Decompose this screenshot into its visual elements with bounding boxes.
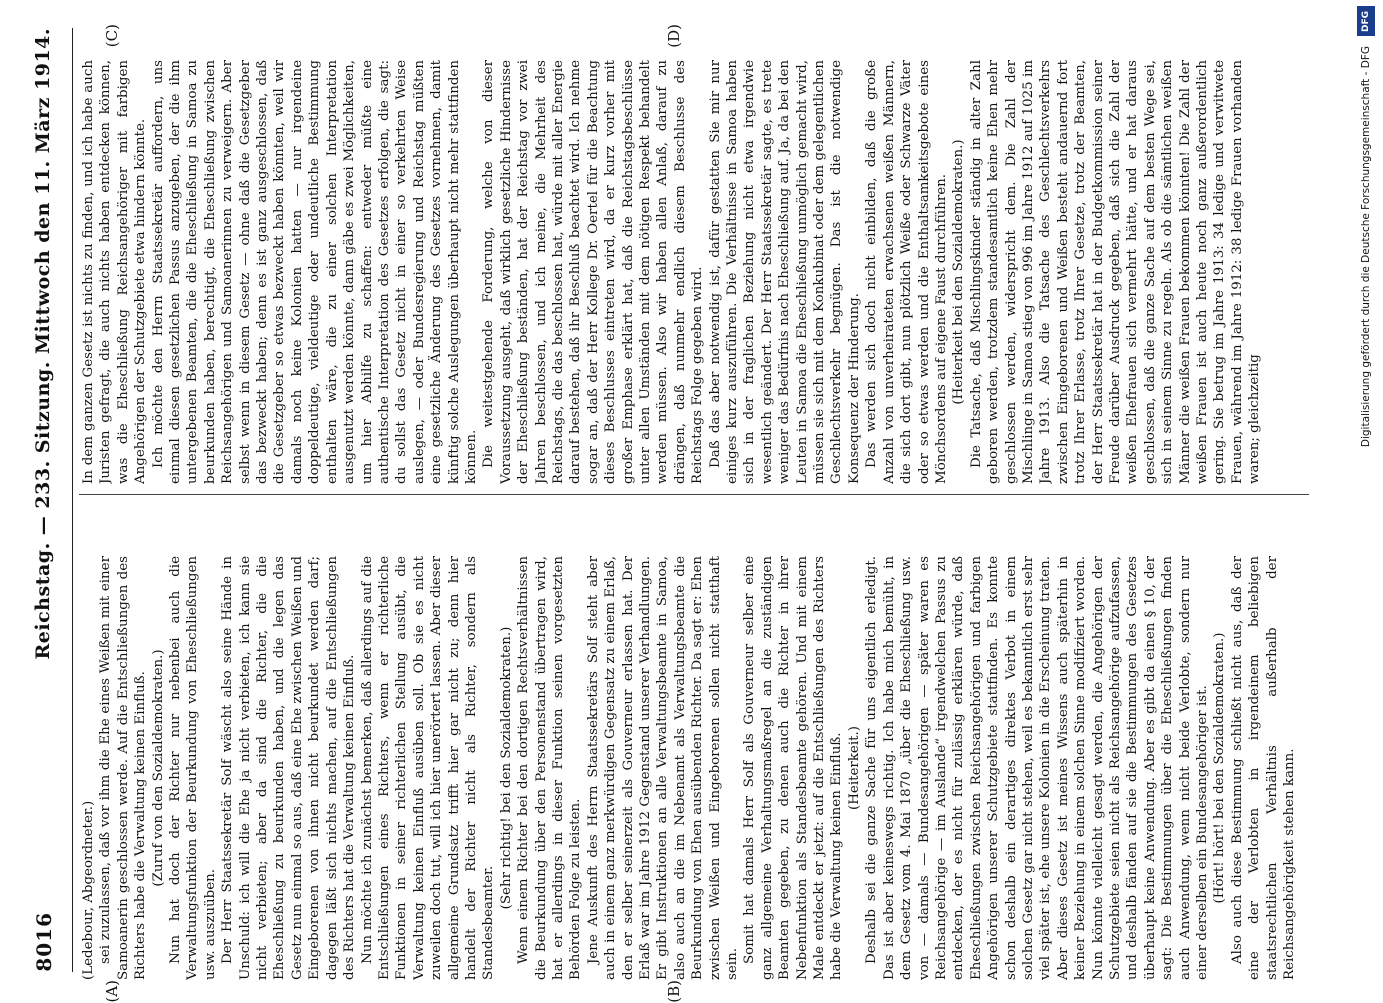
column-divider	[79, 494, 1309, 495]
text-column-left	[80, 556, 1305, 980]
paragraph: Die weitestgehende Forderung, welche von dieser Voraussetzung ausgeht, daß wirklich gesetzliche Hindernisse der Eheschließung beständen, hat der Reichstag vor zwei Jahren beschlossen, und ich meine, die Mehrheit des Reichstags, die das beschlossen hat, würde mit aller Energie darauf bestehen, daß ihr Beschluß beachtet wird. Ich nehme sogar an, daß der Herr Kollege Dr. Oertel für die Beachtung dieses Beschlusses eintreten wird, da er kurz vorher mit großer Emphase erklärt hat, daß die Reichstagsbeschlüsse unter allen Umständen mit dem nötigen Respekt behandelt werden müssen. Also wir haben allen Anlaß, darauf zu drängen, daß nunmehr endlich diesem Beschlusse des Reichstags Folge gegeben wird.	[481, 60, 706, 484]
paragraph: sei zuzulassen, daß vor ihm die Ehe eines Weißen mit einer Samoanerin geschlossen werde. Auf die Entschließungen des Richters habe die Verwaltung keinen Einfluß.	[98, 556, 149, 980]
paragraph: Daß das aber notwendig ist, dafür gestatten Sie mir nur einiges kurz auszuführen. Die Verhältnisse in Samoa haben sich in der fraglichen Beziehung nicht etwa irgendwie wesentlich geändert. Der Herr Staatssekretär sagte, es trete weniger das Bedürfnis nach Eheschließung auf. Ja, da bei den Leuten in Samoa die Eheschließung unmöglich gemacht wird, müssen sie sich mit dem Konkubinat oder dem gelegentlichen Geschlechtsverkehr begnügen. Das ist die notwendige Konsequenz der Hinderung.	[707, 60, 862, 484]
margin-letter-d: (D)	[665, 24, 683, 48]
credit-text: Digitalisierung gefördert durch die Deutsche Forschungsgemeinschaft - DFG	[1360, 46, 1372, 448]
running-header	[32, 28, 73, 972]
paragraph: Nun hat doch der Richter nur nebenbei auch die Verwaltungsfunktion der Beurkundung von Eheschließungen usw. auszuüben.	[168, 556, 218, 980]
paragraph: Also auch diese Bestimmung schließt nicht aus, daß der eine der Verlobten in irgendeinem beliebigen staatsrechtlichen Verhältnis außerhalb der Reichsangehörigkeit stehen kann.	[1229, 556, 1298, 980]
paragraph: Deshalb sei die ganze Sache für uns eigentlich erledigt. Das ist aber keineswegs richtig. Ich habe mich bemüht, in dem Gesetz vom 4. Mai 1870 „über die Eheschließung usw. von — damals — Bundesangehörigen — später waren es Reichsangehörige — im Auslande“ irgendwelchen Passus zu entdecken, der es nicht für zulässig erklären würde, daß Eheschließungen zwischen Reichsangehörigen und farbigen Angehörigen unserer Schutzgebiete stattfinden. Es konnte schon deshalb ein derartiges direktes Verbot in einem solchen Gesetz gar nicht stehen, weil es bekanntlich erst sehr viel später ist, ehe unsere Kolonien in die Erscheinung traten. Aber dieses Gesetz ist meines Wissens auch späterhin in keiner Beziehung in einem solchen Sinne modifiziert worden. Nun könnte vielleicht gesagt werden, die Angehörigen der Schutzgebiete seien nicht als Reichsangehörige aufzufassen, und deshalb fänden auf sie die Bestimmungen des Gesetzes überhaupt keine Anwendung. Aber es gibt da einen § 10, der sagt: Die Bestimmungen über die Eheschließungen finden auch Anwendung, wenn nicht beide Verlobte, sondern nur einer derselben ein Bundesangehöriger ist.	[864, 556, 1210, 980]
interjection: (Heiterkeit.)	[846, 726, 862, 810]
paragraph: In dem ganzen Gesetz ist nichts zu finden, und ich habe auch Juristen gefragt, die auch nichts haben entdecken können, was die Eheschließung Reichsangehöriger mit farbigen Angehörigen der Schutzgebiete etwa hindern könnte.	[81, 60, 149, 484]
dfg-logo-icon: DFG	[1357, 6, 1375, 36]
interjection: (Hört! hört! bei den Sozialdemokraten.)	[1212, 632, 1228, 904]
paragraph: Nun möchte ich zunächst bemerken, daß allerdings auf die Entschließungen eines Richters, wenn er richterliche Funktionen in seiner richterlichen Stellung ausübt, die Verwaltung keinen Einfluß ausüben soll. Ob sie es nicht zuweilen doch tut, will ich hier unerörtert lassen. Aber dieser allgemeine Grundsatz trifft hier gar nicht zu; denn hier handelt der Richter nicht als Richter, sondern als Standesbeamter.	[359, 556, 497, 980]
speaker-label: (Ledebour, Abgeordneter.)	[81, 800, 96, 980]
margin-letter-b: (B)	[665, 980, 683, 1003]
page-number: 8016	[32, 912, 56, 972]
digitization-credit	[1353, 0, 1379, 1000]
interjection: (Zuruf von den Sozialdemokraten.)	[150, 649, 166, 887]
margin-letter-a: (A)	[103, 980, 121, 1003]
margin-letter-c: (C)	[103, 24, 121, 48]
paragraph: Jene Auskunft des Herrn Staatssekretärs Solf steht aber auch in einem ganz merkwürdigen Gegensatz zu einem Erlaß, den er selber seinerzeit als Gouverneur erlassen hat. Der Erlaß war im Jahre 1912 Gegenstand unserer Verhandlungen. Er gibt Instruktionen an alle Verwaltungsbeamte in Samoa, also auch an die im Nebenamt als Verwaltungsbeamte die Beurkundung von Ehen ausübenden Richter. Da sagt er: Ehen zwischen Weißen und Eingeborenen sollen nicht statthaft sein.	[585, 556, 741, 980]
paragraph: Wenn einem Richter bei den dortigen Rechtsverhältnissen die Beurkundung über den Personenstand übertragen wird, hat er allerdings in dieser Funktion seinen vorgesetzten Behörden Folge zu leisten.	[516, 556, 584, 980]
paragraph: Der Herr Staatssekretär Solf wäscht also seine Hände in Unschuld: ich will die Ehe ja nicht verbieten, ich kann sie nicht verbieten; aber da sind die Richter, die die Eheschließung zu beurkunden haben, und die legen das Gesetz nun einmal so aus, daß eine Ehe zwischen Weißen und Eingeborenen von ihnen nicht beurkundet werden darf; dagegen läßt sich nichts machen, auf die Entschließungen des Richters hat die Verwaltung keinen Einfluß.	[220, 556, 358, 980]
interjection: (Heiterkeit bei den Sozialdemokraten.)	[951, 139, 967, 405]
header-title: Reichstag. — 233. Sitzung. Mittwoch den 11. März 1914.	[32, 28, 54, 660]
text-column-right	[80, 60, 1305, 484]
paragraph: Die Tatsache, daß Mischlingskinder ständig in alter Zahl geboren werden, trotzdem standesamtlich keine Ehen mehr geschlossen werden, widerspricht dem. Die Zahl der Mischlinge in Samoa stieg von 996 im Jahre 1912 auf 1025 im Jahre 1913. Also die Tatsache des Geschlechtsverkehrs zwischen Eingeborenen und Weißen besteht andauernd fort trotz Ihrer Erlasse, trotz Ihrer Gesetze, trotz der Beamten, der Herr Staatssekretär hat in der Budgetkommission seiner Freude darüber Ausdruck gegeben, daß sich die Zahl der weißen Ehefrauen sich vermehrt hätte, und er hat daraus geschlossen, daß die ganze Sache auf dem besten Wege sei, sich in seinem Sinne zu regeln. Als ob die sämtlichen weißen Männer die weißen Frauen bekommen könnten! Die Zahl der weißen Frauen ist auch heute noch ganz außerordentlich gering. Sie betrug im Jahre 1913: 34 ledige und verwitwete Frauen, während im Jahre 1912: 38 ledige Frauen vorhanden waren; gleichzeitig	[968, 60, 1263, 484]
paragraph: Ich möchte den Herrn Staatssekretär auffordern, uns einmal diesen gesetzlichen Passus anzugeben, der die ihm untergebenen Beamten, die die Eheschließung in Samoa zu beurkunden haben, berechtigt, die Eheschließung zwischen Reichsangehörigen und Samoanerinnen zu verweigern. Aber selbst wenn in diesem Gesetz — ohne daß die Gesetzgeber das bezweckt haben; denn es ist ganz ausgeschlossen, daß die Gesetzgeber so etwas bezweckt haben könnten, weil wir damals noch keine Kolonien hatten — nur irgendeine doppeldeutige, vieldeutige oder undeutliche Bestimmung enthalten wäre, die zu einer solchen Interpretation ausgenutzt werden könnte, dann gäbe es zwei Möglichkeiten, um hier Abhilfe zu schaffen: entweder müßte eine authentische Interpretation des Gesetzes erfolgen, die sagt: du sollst das Gesetz nicht in einer so verkehrten Weise auslegen, — oder Bundesregierung und Reichstag müßten eine gesetzliche Änderung des Gesetzes vornehmen, damit künftig solche Auslegungen überhaupt nicht mehr stattfinden können.	[150, 60, 479, 484]
interjection: (Sehr richtig! bei den Sozialdemokraten.)	[498, 626, 514, 910]
paragraph: Das werden sich doch nicht einbilden, daß die große Anzahl von unverheirateten erwachsenen weißen Männern, die sich dort gibt, nun plötzlich Weiße oder Schwarze Väter oder so etwas werden und die Enthaltsamkeitsgebote eines Mönchsordens auf eigene Faust durchführen.	[864, 60, 949, 484]
paragraph: Somit hat damals Herr Solf als Gouverneur selber eine ganz allgemeine Verhaltungsmaßregel an die zuständigen Beamten gegeben, zu denen auch die Richter in ihrer Nebenfunktion als Standesbeamte gehören. Und mit einem Male entdeckt er jetzt: auf die Entschließungen des Richters habe die Verwaltung keinen Einfluß.	[742, 556, 845, 980]
